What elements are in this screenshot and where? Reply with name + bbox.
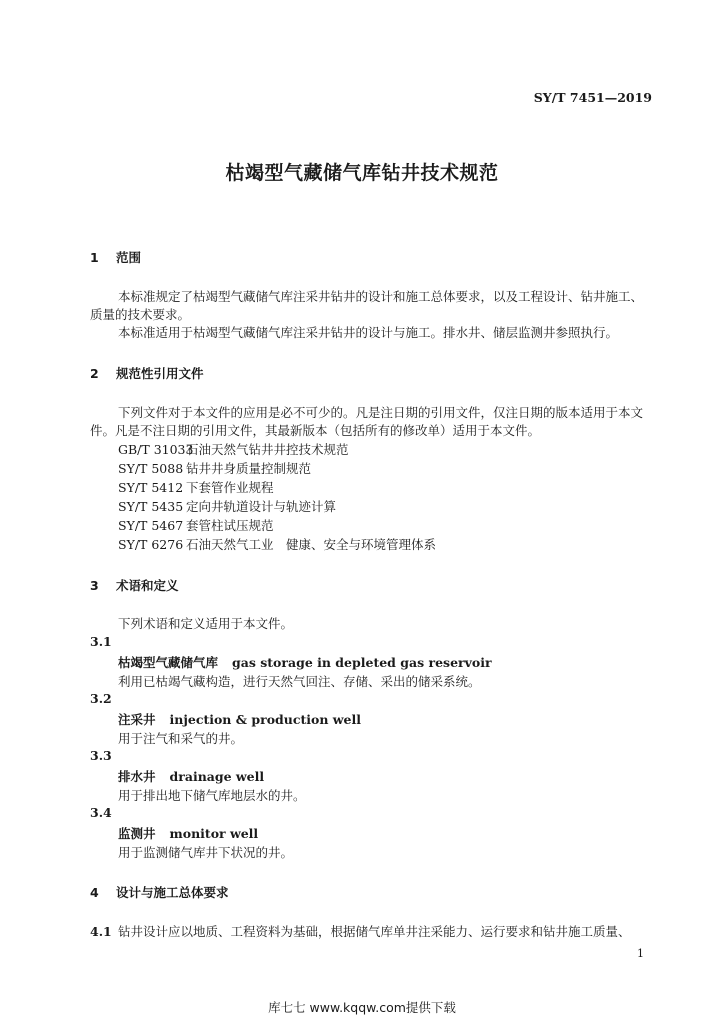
term-heading <box>118 653 492 671</box>
reference-title: 定向井轨道设计与轨迹计算 <box>186 499 337 514</box>
clause-number: 4.1 <box>90 924 112 939</box>
reference-code: GB/T 31033 <box>118 442 194 457</box>
reference-code: SY/T 5088 <box>118 461 184 476</box>
section-3-heading <box>90 576 179 594</box>
term-chinese: 注采井 <box>118 712 156 727</box>
term-definition: 利用已枯竭气藏构造，进行天然气回注、存储、采出的储采系统。 <box>118 674 481 689</box>
terms-intro: 下列术语和定义适用于本文件。 <box>118 616 294 631</box>
term-heading <box>118 710 361 728</box>
section-number: 1 <box>90 250 99 265</box>
term-definition: 用于注气和采气的井。 <box>118 731 244 746</box>
scope-paragraph-line-1: 本标准规定了枯竭型气藏储气库注采井钻井的设计和施工总体要求，以及工程设计、钻井施工、 <box>118 289 644 304</box>
scope-paragraph-line-2: 质量的技术要求。 <box>90 307 191 322</box>
footer-watermark: 库七七 www.kqqw.com提供下载 <box>268 1000 456 1015</box>
section-1-heading <box>90 248 141 266</box>
reference-code: SY/T 6276 <box>118 537 184 552</box>
term-definition: 用于监测储气库井下状况的井。 <box>118 845 294 860</box>
clause-4-1 <box>90 922 631 940</box>
section-title: 设计与施工总体要求 <box>116 885 229 900</box>
normative-paragraph-line-2: 件。凡是不注日期的引用文件，其最新版本（包括所有的修改单）适用于本文件。 <box>90 423 541 438</box>
term-heading <box>118 767 264 785</box>
section-2-heading <box>90 364 204 382</box>
reference-item <box>118 497 336 515</box>
section-4-heading <box>90 883 229 901</box>
term-chinese: 排水井 <box>118 769 156 784</box>
term-english: injection & production well <box>169 712 361 727</box>
reference-code: SY/T 5412 <box>118 480 184 495</box>
reference-title: 套管柱试压规范 <box>186 518 274 533</box>
term-chinese: 枯竭型气藏储气库 <box>118 655 219 670</box>
reference-item <box>118 440 349 458</box>
term-chinese: 监测井 <box>118 826 156 841</box>
section-title: 规范性引用文件 <box>116 366 204 381</box>
clause-text: 钻井设计应以地质、工程资料为基础，根据储气库单井注采能力、运行要求和钻井施工质量、 <box>118 924 631 939</box>
term-number: 3.3 <box>90 748 112 763</box>
reference-title: 钻井井身质量控制规范 <box>186 461 312 476</box>
reference-title: 石油天然气钻井井控技术规范 <box>186 442 349 457</box>
reference-item <box>118 516 274 534</box>
reference-title: 石油天然气工业 健康、安全与环境管理体系 <box>186 537 437 552</box>
section-number: 3 <box>90 578 99 593</box>
reference-item <box>118 478 274 496</box>
standard-code: SY/T 7451—2019 <box>533 90 652 105</box>
section-number: 2 <box>90 366 99 381</box>
term-definition: 用于排出地下储气库地层水的井。 <box>118 788 306 803</box>
reference-code: SY/T 5435 <box>118 499 184 514</box>
normative-paragraph-line-1: 下列文件对于本文件的应用是必不可少的。凡是注日期的引用文件，仅注日期的版本适用于本文 <box>118 405 644 420</box>
term-number: 3.2 <box>90 691 112 706</box>
reference-item <box>118 459 311 477</box>
term-heading <box>118 824 258 842</box>
term-english: gas storage in depleted gas reservoir <box>232 655 492 670</box>
document-title: 枯竭型气藏储气库钻井技术规范 <box>225 162 499 184</box>
reference-code: SY/T 5467 <box>118 518 184 533</box>
section-title: 范围 <box>116 250 142 265</box>
term-number: 3.4 <box>90 805 112 820</box>
term-number: 3.1 <box>90 634 112 649</box>
page-number: 1 <box>637 947 644 960</box>
scope-paragraph-line-3: 本标准适用于枯竭型气藏储气库注采井钻井的设计与施工。排水井、储层监测井参照执行。 <box>118 325 619 340</box>
reference-item <box>118 535 436 553</box>
section-title: 术语和定义 <box>116 578 179 593</box>
section-number: 4 <box>90 885 99 900</box>
term-english: monitor well <box>169 826 259 841</box>
term-english: drainage well <box>169 769 265 784</box>
reference-title: 下套管作业规程 <box>186 480 274 495</box>
